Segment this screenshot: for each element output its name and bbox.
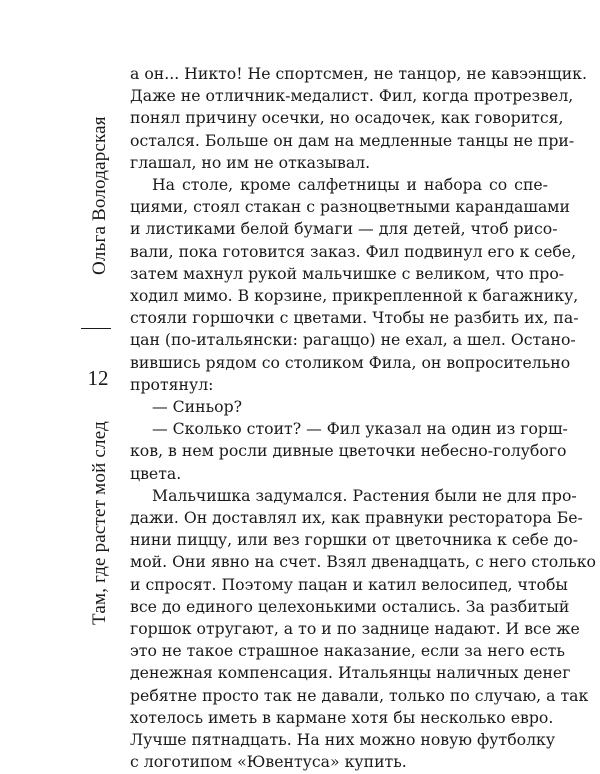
text-line: цвета. — [130, 463, 182, 483]
page-number: 12 — [87, 366, 109, 390]
text-line: остался. Больше он дам на медленные танцы не при- — [130, 130, 575, 150]
text-line: ходил мимо. В корзине, прикрепленной к багажнику, — [130, 286, 579, 306]
body-text — [130, 63, 596, 774]
text-line: все до единого целехонькими остались. За разбитый — [130, 596, 570, 616]
text-line: мой. Они явно на счет. Взял двенадцать, с него столько — [130, 552, 596, 572]
text-line: Мальчишка задумался. Растения были не для про- — [152, 485, 577, 505]
text-line: На столе, кроме салфетницы и набора со спе- — [152, 175, 548, 195]
text-line: и листиками белой бумаги — для детей, чтоб рисо- — [130, 219, 558, 239]
text-line: дажи. Он доставлял их, как правнуки ресторатора Бе- — [130, 508, 583, 528]
text-line: ребятне просто так не давали, только по случаю, а так — [130, 685, 589, 705]
text-line: затем махнул рукой мальчишке с великом, что про- — [130, 263, 565, 283]
text-line: Лучше пятнадцать. На них можно новую футболку — [130, 730, 556, 750]
text-line: денежная компенсация. Итальянцы наличных денег — [130, 663, 571, 683]
text-line: ков, в нем росли дивные цветочки небесно-голубого — [130, 441, 567, 461]
text-line: протянул: — [130, 374, 214, 394]
text-line: стояли горшочки с цветами. Чтобы не разбить их, па- — [130, 308, 579, 328]
text-line: это не такое страшное наказание, если за него есть — [130, 641, 565, 661]
author-name: Ольга Володарская — [89, 116, 110, 275]
book-title: Там, где растет мой след — [89, 421, 110, 625]
running-head-rule — [81, 328, 111, 329]
text-line: хотелось иметь в кармане хотя бы несколько евро. — [130, 707, 554, 727]
text-line: вали, пока готовится заказ. Фил подвинул его к себе, — [130, 241, 577, 261]
text-line: нини пиццу, или вез горшки от цветочника к себе до- — [130, 530, 579, 550]
text-line: циями, стоял стакан с разноцветными карандашами — [130, 197, 570, 217]
running-head — [87, 70, 110, 625]
text-line: глашал, но им не отказывал. — [130, 152, 371, 172]
text-line: с логотипом «Ювентуса» купить. — [130, 752, 407, 772]
text-line: цан (по-итальянски: рагаццо) не ехал, а шел. Остано- — [130, 330, 576, 350]
text-line: Даже не отличник-медалист. Фил, когда протрезвел, — [130, 86, 574, 106]
text-line: горшок отругают, а то и по заднице надают. И все же — [130, 619, 580, 639]
text-line: понял причину осечки, но осадочек, как говорится, — [130, 108, 564, 128]
text-line: а он... Никто! Не спортсмен, не танцор, не кавээнщик. — [130, 64, 587, 83]
text-line: — Синьор? — [152, 397, 243, 417]
text-line: — Сколько стоит? — Фил указал на один из горш- — [152, 419, 568, 439]
text-line: вившись рядом со столиком Фила, он вопросительно — [130, 352, 571, 372]
text-line: и спросят. Поэтому пацан и катил велосипед, чтобы — [130, 574, 568, 594]
